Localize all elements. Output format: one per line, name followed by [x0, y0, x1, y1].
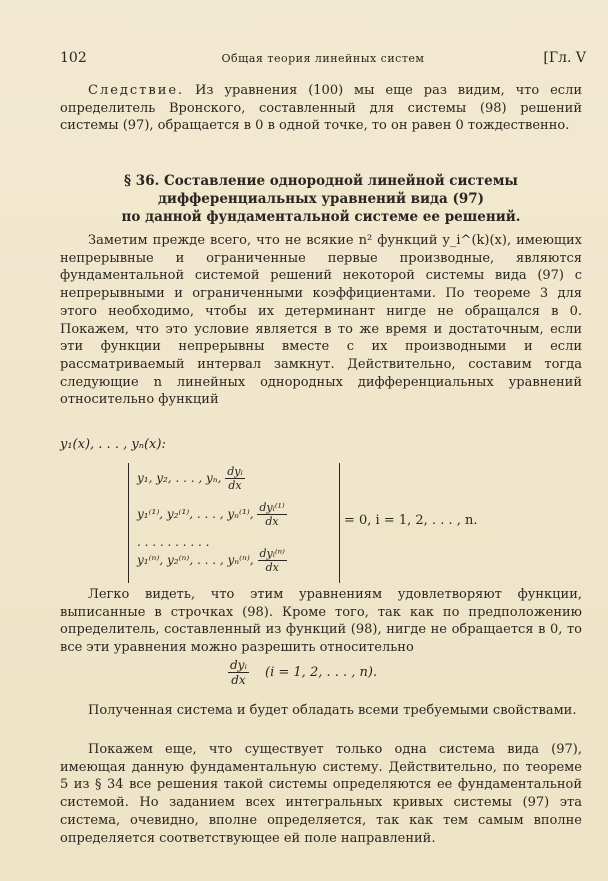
page-number: 102: [60, 50, 87, 66]
fraction-numerator: dyᵢ⁽¹⁾: [259, 501, 285, 514]
section-title-line-1: § 36. Составление однородной линейной системы: [124, 173, 518, 189]
derivative-fraction: [228, 658, 249, 687]
matrix-row-3: . . . . . . . . . .: [137, 535, 210, 549]
fraction-numerator: dyᵢ⁽ⁿ⁾: [259, 547, 285, 560]
matrix-row-1-fraction: [225, 465, 244, 492]
running-title: Общая теория линейных систем: [221, 52, 425, 65]
page-header: [60, 50, 586, 70]
derivative-range: (i = 1, 2, . . . , n).: [265, 665, 378, 680]
section-title-line-3: по данной фундаментальной системе ее решений.: [121, 209, 521, 225]
matrix-equation-rhs: = 0, i = 1, 2, . . . , n.: [344, 513, 478, 528]
matrix-row-4: [137, 547, 287, 574]
matrix-row-2: [137, 501, 287, 528]
matrix-row-4-fraction: [258, 547, 287, 574]
derivative-denominator: dx: [231, 673, 246, 687]
paragraph-2: Легко видеть, что этим уравнениям удовлетворяют функции, выписанные в строчках (98). Кроме того, так как по предположению определитель, составленный из функций (98), нигде не обращается в 0, то все эти уравнения можно разрешить относительно: [60, 587, 582, 656]
paragraph-1: Заметим прежде всего, что не всякие n² функций y_i^(k)(x), имеющих непрерывные и ограниченные первые производные, являются фундаментальной системой решений некоторой системы вида (97) с непрерывными и ограниченными коэффициентами. По теореме 3 для этого необходимо, чтобы их детерминант нигде не обращался в 0. Покажем, что это условие является в то же время и достаточным, если эти функции непрерывны вместе с их производными и если рассматриваемый интервал замкнут. Действительно, составим тогда следующие n линейных однородных дифференциальных уравнений относительно функций: [60, 233, 582, 408]
paragraph-3: Полученная система и будет обладать всеми требуемыми свойствами.: [88, 703, 577, 718]
fraction-numerator: dyᵢ: [227, 465, 243, 478]
matrix-row-2-fraction: [257, 501, 286, 528]
paragraph-4: Покажем еще, что существует только одна система вида (97), имеющая данную фундаментальную систему. Действительно, по теореме 5 из § 34 все решения такой системы определяются ее фундаментальной системой. Но заданием всех интегральных кривых системы (97) эта система, очевидно, вполне определяется, так как тем самым вполне определяется соответствующее ей поле направлений.: [60, 742, 582, 846]
functions-line: y₁(x), . . . , yₙ(x):: [60, 437, 166, 452]
corollary-text: Из уравнения (100) мы еще раз видим, что если определитель Вронского, составленный для системы (98) решений системы (97), обращается в 0 в одной точке, то он равен 0 тождественно.: [60, 83, 582, 134]
fraction-denominator: dx: [265, 515, 279, 528]
matrix-row-1-entries: y₁, y₂, . . . , yₙ,: [137, 471, 222, 485]
derivative-numerator: dyᵢ: [230, 658, 247, 672]
fraction-denominator: dx: [228, 479, 242, 492]
section-title-line-2: дифференциальных уравнений вида (97): [157, 191, 485, 207]
matrix-row-1: [137, 465, 245, 492]
corollary-paragraph: [60, 82, 582, 135]
chapter-marker: [Гл. V: [543, 50, 586, 66]
derivative-expression: [228, 658, 377, 687]
matrix-row-2-entries: y₁⁽¹⁾, y₂⁽¹⁾, . . . , yₙ⁽¹⁾,: [137, 507, 254, 521]
fraction-denominator: dx: [265, 561, 279, 574]
determinant-matrix: [128, 463, 340, 583]
corollary-label: Следствие.: [88, 83, 185, 98]
matrix-row-4-entries: y₁⁽ⁿ⁾, y₂⁽ⁿ⁾, . . . , yₙ⁽ⁿ⁾,: [137, 553, 254, 567]
